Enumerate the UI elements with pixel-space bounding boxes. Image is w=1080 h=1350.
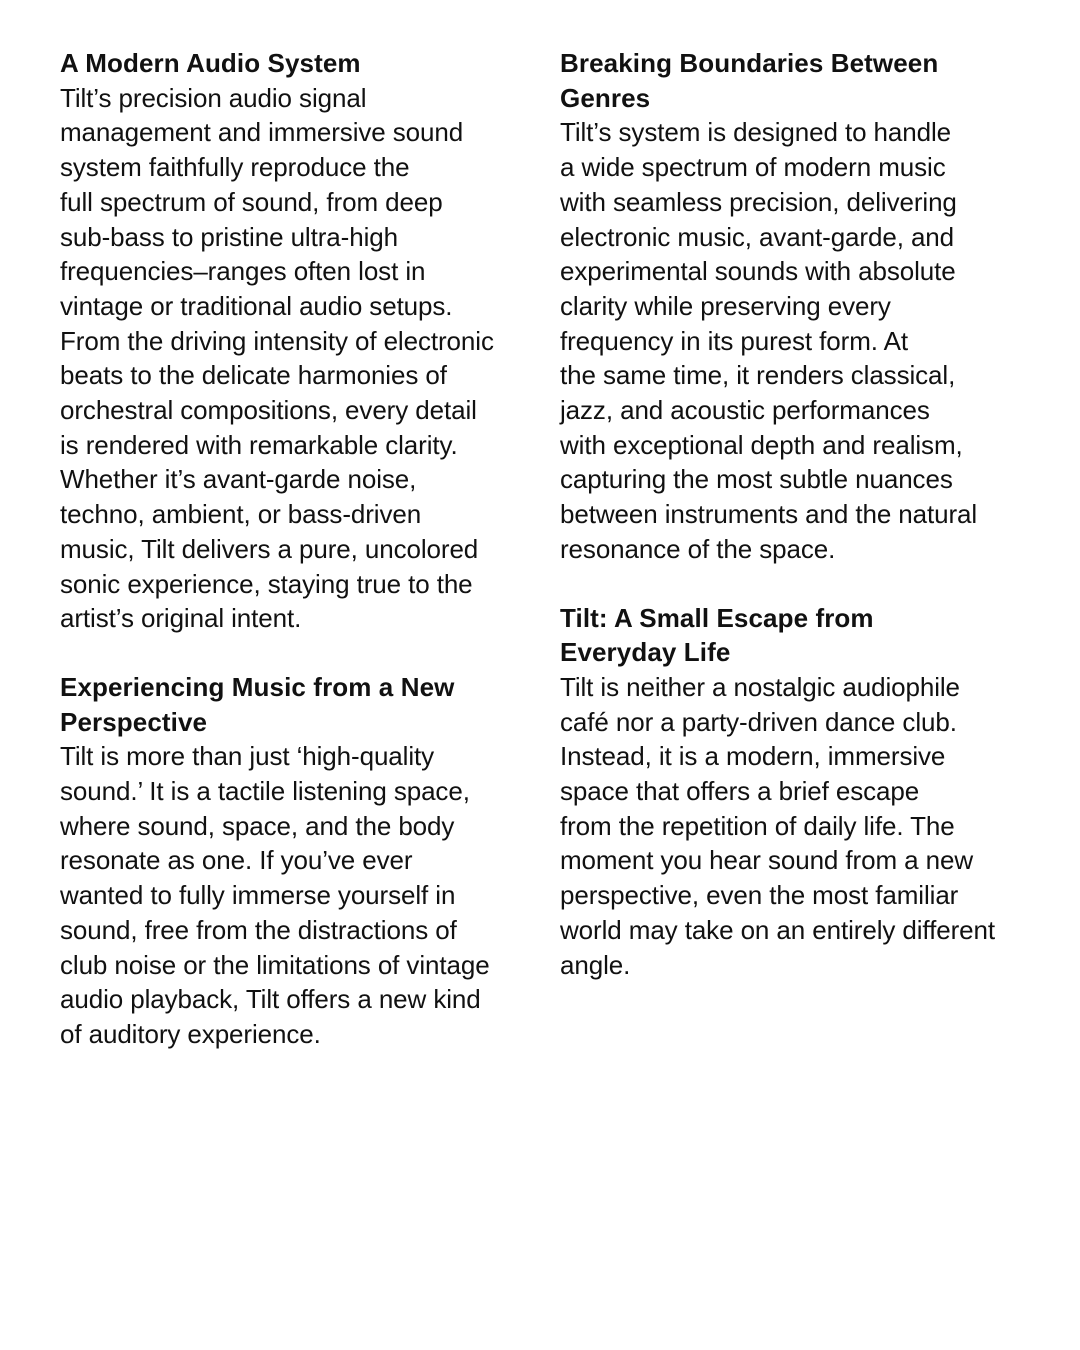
body-line: from the repetition of daily life. The bbox=[560, 810, 955, 841]
body-line: techno, ambient, or bass-driven bbox=[60, 499, 422, 530]
body-line: Tilt is more than just ‘high-quality bbox=[60, 741, 435, 772]
body-line: audio playback, Tilt offers a new kind bbox=[60, 984, 481, 1015]
body-line: resonance of the space. bbox=[560, 533, 836, 564]
body-line: with exceptional depth and realism, bbox=[560, 429, 963, 460]
body-line: a wide spectrum of modern music bbox=[560, 152, 946, 183]
body-line: Tilt’s precision audio signal bbox=[60, 82, 367, 113]
body-line: café nor a party-driven dance club. bbox=[560, 706, 957, 737]
section-title bbox=[60, 46, 530, 81]
body-line: sub-bass to pristine ultra-high bbox=[60, 221, 398, 252]
body-line: beats to the delicate harmonies of bbox=[60, 360, 447, 391]
section-small-escape bbox=[560, 601, 1030, 983]
body-line: wanted to fully immerse yourself in bbox=[60, 880, 456, 911]
title-line: A Modern Audio System bbox=[60, 48, 361, 78]
body-line: management and immersive sound bbox=[60, 117, 464, 148]
body-line: Instead, it is a modern, immersive bbox=[560, 741, 946, 772]
title-line: Everyday Life bbox=[560, 637, 731, 668]
body-line: frequency in its purest form. At bbox=[560, 325, 908, 356]
section-breaking-boundaries bbox=[560, 46, 1030, 567]
section-title bbox=[560, 46, 1030, 115]
section-modern-audio-system bbox=[60, 46, 530, 636]
body-line: moment you hear sound from a new bbox=[560, 845, 974, 876]
body-line: Tilt is neither a nostalgic audiophile bbox=[560, 671, 960, 702]
title-line: Perspective bbox=[60, 706, 208, 737]
body-line: angle. bbox=[560, 949, 631, 980]
body-line: capturing the most subtle nuances bbox=[560, 464, 953, 495]
left-column bbox=[60, 46, 530, 1086]
body-line: club noise or the limitations of vintage bbox=[60, 949, 490, 980]
body-line: where sound, space, and the body bbox=[60, 810, 455, 841]
body-line: frequencies–ranges often lost in bbox=[60, 256, 426, 287]
section-body bbox=[560, 670, 1030, 982]
title-line: Breaking Boundaries Between bbox=[560, 48, 939, 78]
body-line: experimental sounds with absolute bbox=[560, 256, 956, 287]
body-line: jazz, and acoustic performances bbox=[560, 395, 930, 426]
body-line: system faithfully reproduce the bbox=[60, 152, 410, 183]
title-line: Tilt: A Small Escape from bbox=[560, 602, 874, 633]
title-line: Experiencing Music from a New bbox=[60, 671, 455, 702]
body-line: artist’s original intent. bbox=[60, 603, 302, 634]
title-line: Genres bbox=[560, 82, 651, 113]
body-line: From the driving intensity of electronic bbox=[60, 325, 494, 356]
body-line: full spectrum of sound, from deep bbox=[60, 186, 443, 217]
section-body bbox=[560, 115, 1030, 566]
section-body bbox=[60, 81, 530, 636]
body-line: vintage or traditional audio setups. bbox=[60, 290, 453, 321]
body-line: is rendered with remarkable clarity. bbox=[60, 429, 458, 460]
body-line: orchestral compositions, every detail bbox=[60, 395, 477, 426]
body-line: the same time, it renders classical, bbox=[560, 360, 956, 391]
body-line: of auditory experience. bbox=[60, 1018, 321, 1049]
body-line: between instruments and the natural bbox=[560, 499, 978, 530]
section-title bbox=[60, 670, 530, 739]
body-line: Whether it’s avant-garde noise, bbox=[60, 464, 417, 495]
body-line: clarity while preserving every bbox=[560, 290, 891, 321]
body-line: space that offers a brief escape bbox=[560, 776, 920, 807]
section-body bbox=[60, 739, 530, 1051]
section-title bbox=[560, 601, 1030, 670]
body-line: perspective, even the most familiar bbox=[560, 880, 959, 911]
section-new-perspective bbox=[60, 670, 530, 1052]
body-line: resonate as one. If you’ve ever bbox=[60, 845, 413, 876]
two-column-article bbox=[60, 46, 1030, 1086]
body-line: world may take on an entirely different bbox=[560, 914, 995, 945]
body-line: sonic experience, staying true to the bbox=[60, 568, 473, 599]
body-line: Tilt’s system is designed to handle bbox=[560, 117, 952, 148]
right-column bbox=[560, 46, 1030, 1086]
body-line: electronic music, avant-garde, and bbox=[560, 221, 955, 252]
body-line: sound.’ It is a tactile listening space, bbox=[60, 776, 470, 807]
body-line: with seamless precision, delivering bbox=[560, 186, 957, 217]
body-line: sound, free from the distractions of bbox=[60, 914, 457, 945]
body-line: music, Tilt delivers a pure, uncolored bbox=[60, 533, 479, 564]
